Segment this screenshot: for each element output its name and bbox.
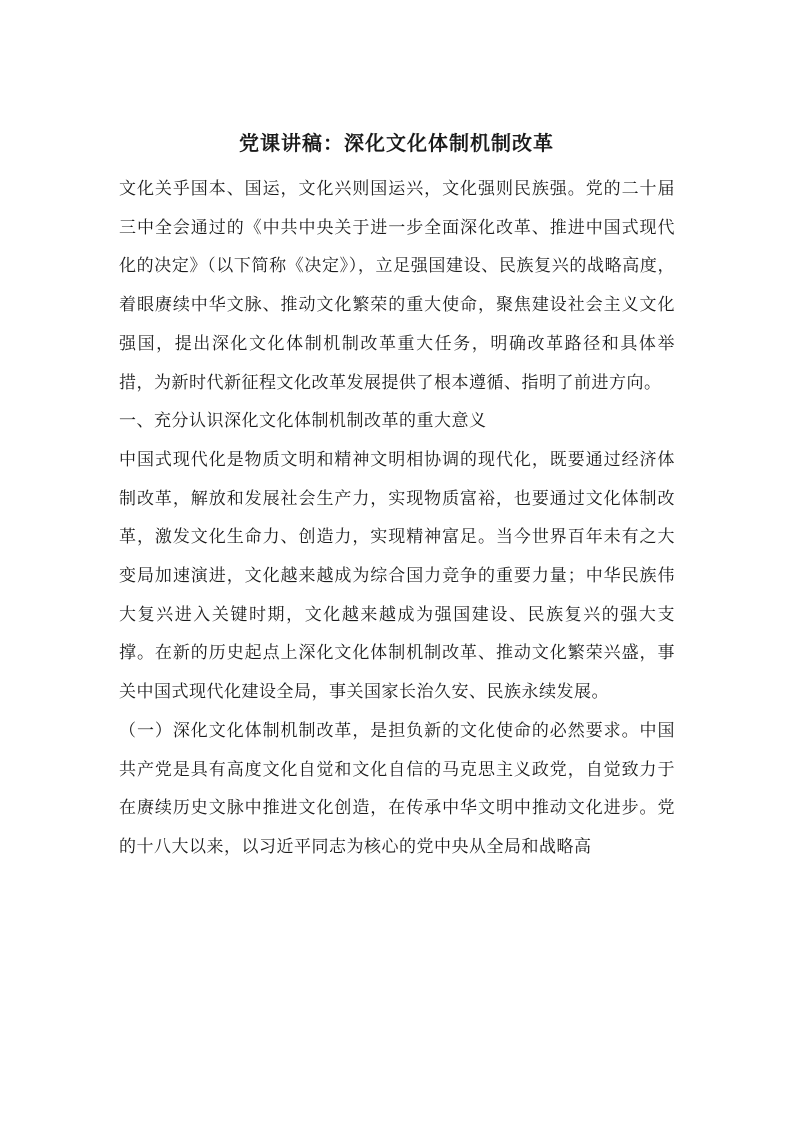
section-1-paragraph: 中国式现代化是物质文明和精神文明相协调的现代化，既要通过经济体制改革，解放和发展社会生产力，实现物质富裕，也要通过文化体制改革，激发文化生命力、创造力，实现精神富足。当今世界百年未有之大变局加速演进，文化越来越成为综合国力竞争的重要力量；中华民族伟大复兴进入关键时期，文化越来越成为强国建设、民族复兴的强大支撑。在新的历史起点上深化文化体制机制改革、推动文化繁荣兴盛，事关中国式现代化建设全局，事关国家长治久安、民族永续发展。: [119, 449, 675, 703]
intro-paragraph: 文化关乎国本、国运，文化兴则国运兴，文化强则民族强。党的二十届三中全会通过的《中共中央关于进一步全面深化改革、推进中国式现代化的决定》（以下简称《决定》），立足强国建设、民族复兴的战略高度，着眼赓续中华文脉、推动文化繁荣的重大使命，聚焦建设社会主义文化强国，提出深化文化体制机制改革重大任务，明确改革路径和具体举措，为新时代新征程文化改革发展提供了根本遵循、指明了前进方向。: [119, 179, 675, 393]
document-title: 党课讲稿：深化文化体制机制改革: [239, 131, 554, 155]
section-heading-1: 一、充分认识深化文化体制机制改革的重大意义: [119, 411, 487, 432]
subsection-1-paragraph: （一）深化文化体制机制改革，是担负新的文化使命的必然要求。中国共产党是具有高度文化自觉和文化自信的马克思主义政党，自觉致力于在赓续历史文脉中推进文化创造，在传承中华文明中推动文化进步。党的十八大以来，以习近平同志为核心的党中央从全局和战略高: [119, 720, 675, 857]
document-body: [119, 170, 675, 867]
